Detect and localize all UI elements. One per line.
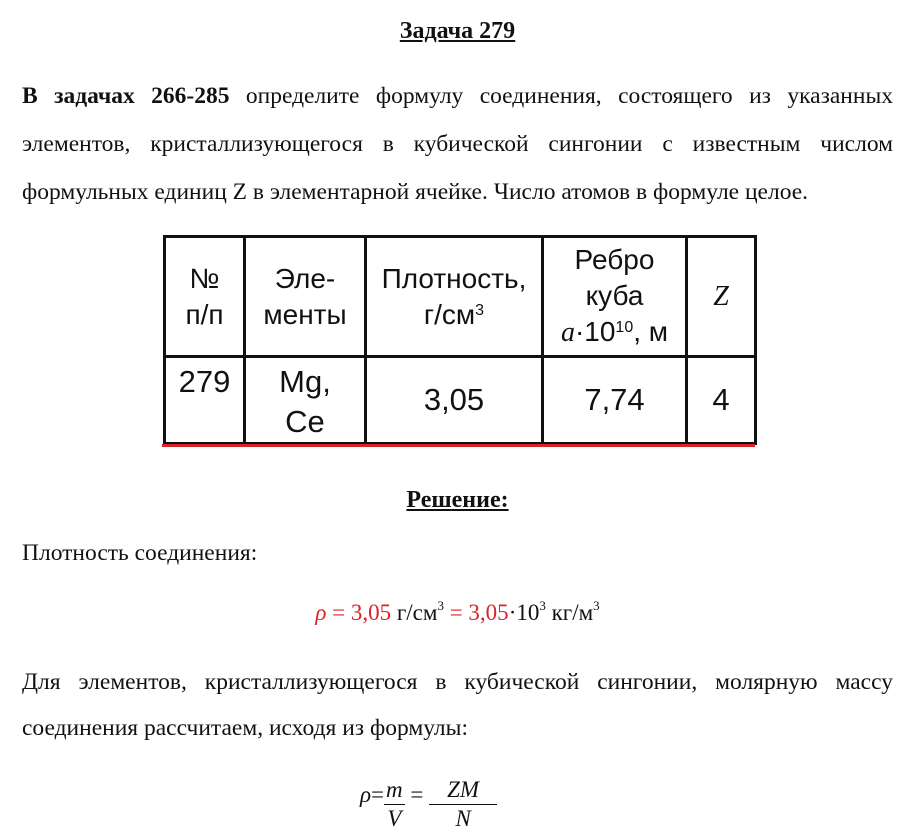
header-edge: Ребро куба $a\cdot 10^{10}$, м bbox=[543, 237, 687, 357]
problem-statement bbox=[22, 72, 893, 216]
header-z: Z bbox=[687, 237, 756, 357]
data-table bbox=[163, 235, 757, 445]
molar-mass-paragraph: Для элементов, кристаллизующегося в кубической сингонии, молярную массу соединения рассчитаем, исходя из формулы: bbox=[22, 669, 893, 741]
cell-num: 279 bbox=[165, 357, 245, 444]
cell-elements: Mg, Ce bbox=[245, 357, 366, 444]
cell-density: 3,05 bbox=[366, 357, 543, 444]
density-label: Плотность соединения: bbox=[22, 540, 258, 566]
table-underline bbox=[162, 444, 755, 447]
solution-heading: Решение: bbox=[406, 487, 509, 513]
problem-title: Задача 279 bbox=[399, 18, 516, 44]
problem-range: В задачах 266-285 bbox=[22, 83, 230, 109]
table-row bbox=[165, 357, 756, 444]
table-header-row bbox=[165, 237, 756, 357]
molar-mass-formula: ρ= $\frac{m}{V}$ = $\frac{ZM}{N}$ bbox=[360, 768, 497, 825]
cell-edge: 7,74 bbox=[543, 357, 687, 444]
header-density: Плотность, $г/см^3$ bbox=[366, 237, 543, 357]
density-formula: ρ = 3,05 $г/см^3 = 3,05\cdot 10^3$ $кг/м^3$ bbox=[315, 598, 600, 625]
problem-text: определите формулу соединения, состоящего из указанных элементов, кристаллизующегося в кубической сингонии с известным числом формульных единиц Z в элементарной ячейке. Число атомов в формуле целое. bbox=[22, 83, 893, 205]
header-elements: Эле- менты bbox=[245, 237, 366, 357]
cell-z: 4 bbox=[687, 357, 756, 444]
header-num: № п/п bbox=[165, 237, 245, 357]
